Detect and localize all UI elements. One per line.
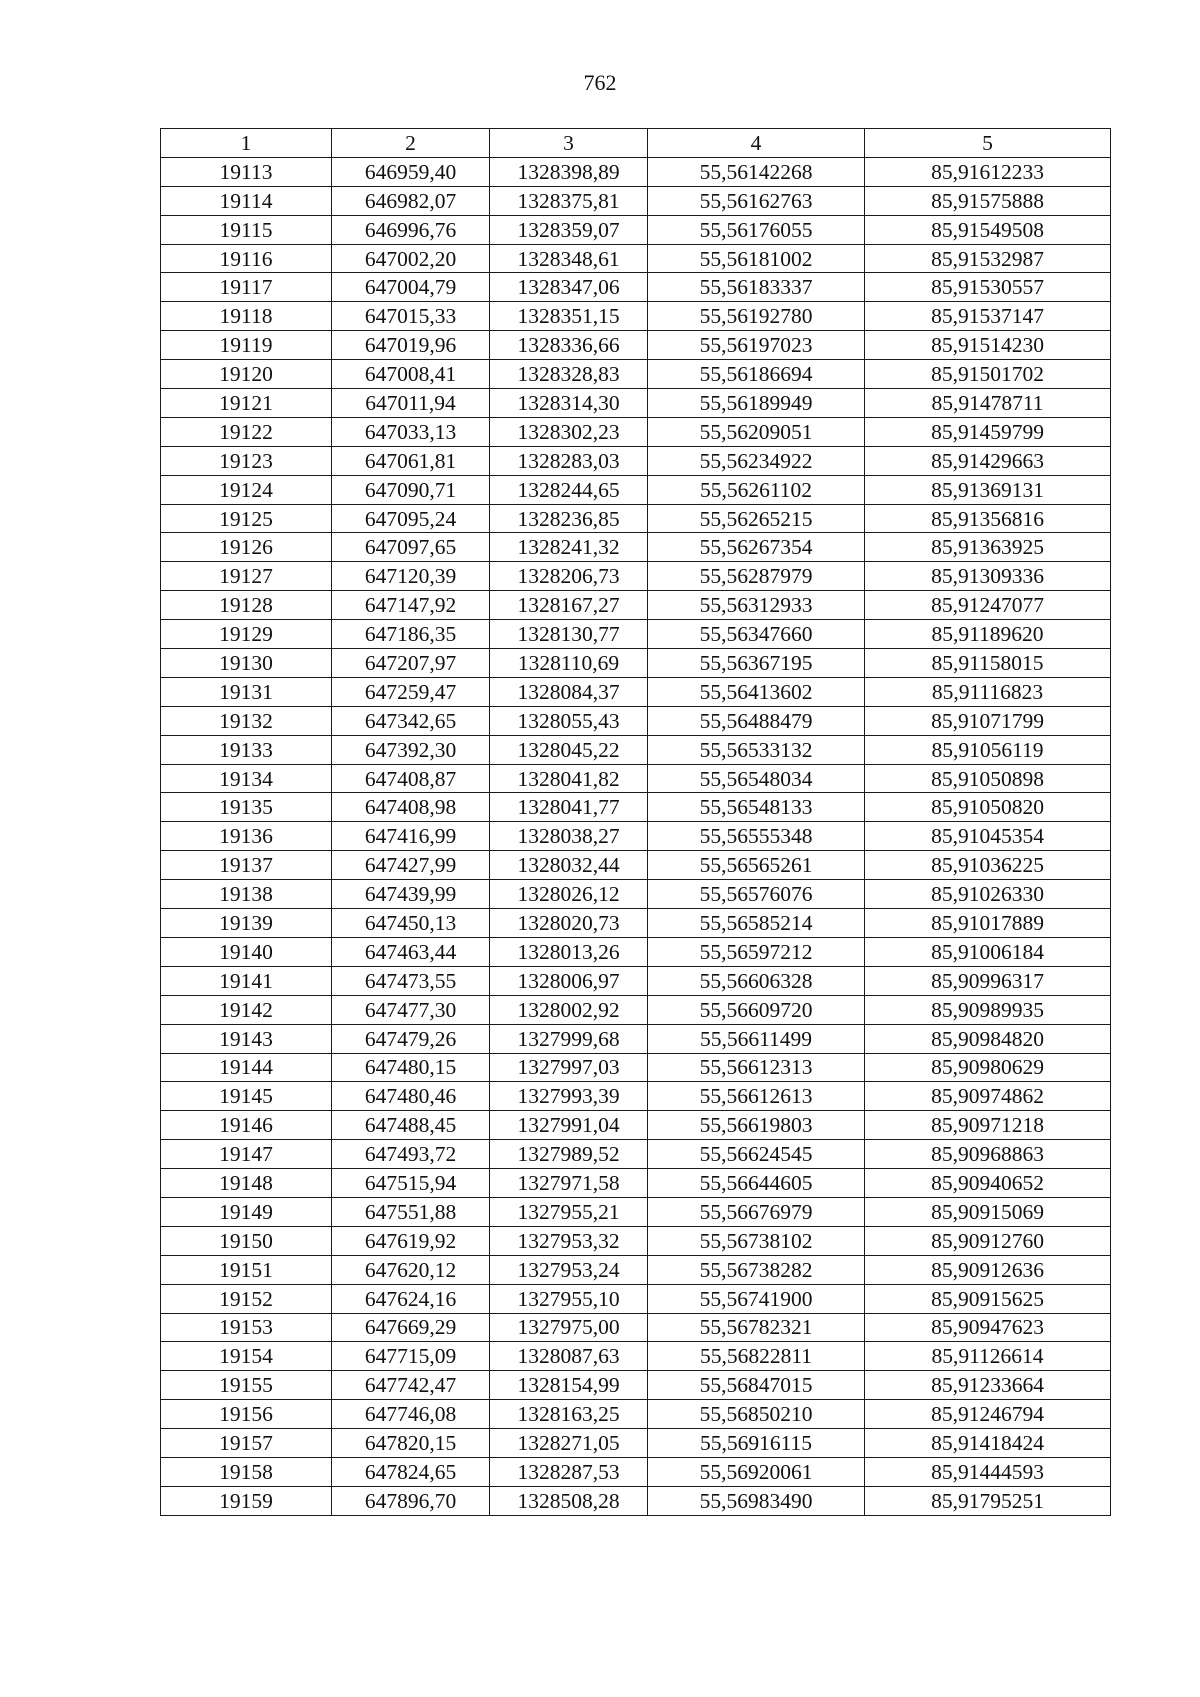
table-row [161,302,1111,331]
table-body [161,157,1111,1515]
table-cell: 19137 [161,851,332,880]
table-cell: 85,91575888 [865,186,1111,215]
table-row [161,620,1111,649]
table-cell: 19155 [161,1371,332,1400]
table-row [161,909,1111,938]
table-cell: 1328314,30 [490,389,648,418]
coordinates-table [160,128,1111,1516]
table-cell: 19138 [161,880,332,909]
table-cell: 1328328,83 [490,360,648,389]
column-header-1: 1 [161,129,332,158]
table-cell: 647427,99 [332,851,490,880]
table-cell: 55,56162763 [648,186,865,215]
table-cell: 19131 [161,677,332,706]
table-cell: 85,91795251 [865,1486,1111,1515]
table-cell: 19144 [161,1053,332,1082]
table-cell: 19134 [161,764,332,793]
table-cell: 85,91247077 [865,591,1111,620]
table-cell: 1327975,00 [490,1313,648,1342]
table-cell: 55,56209051 [648,417,865,446]
table-cell: 647004,79 [332,273,490,302]
table-cell: 1328167,27 [490,591,648,620]
table-cell: 647002,20 [332,244,490,273]
table-cell: 55,56261102 [648,475,865,504]
table-cell: 55,56186694 [648,360,865,389]
table-cell: 85,91309336 [865,562,1111,591]
table-cell: 1328032,44 [490,851,648,880]
table-cell: 55,56142268 [648,157,865,186]
table-cell: 85,90947623 [865,1313,1111,1342]
table-cell: 85,91459799 [865,417,1111,446]
table-cell: 647033,13 [332,417,490,446]
table-row [161,1486,1111,1515]
table-cell: 1328006,97 [490,966,648,995]
table-row [161,1371,1111,1400]
table-cell: 55,56983490 [648,1486,865,1515]
table-cell: 19114 [161,186,332,215]
table-cell: 647019,96 [332,331,490,360]
table-cell: 55,56606328 [648,966,865,995]
table-cell: 647742,47 [332,1371,490,1400]
table-cell: 19153 [161,1313,332,1342]
table-cell: 19113 [161,157,332,186]
table-cell: 647746,08 [332,1400,490,1429]
table-cell: 19116 [161,244,332,273]
table-cell: 55,56234922 [648,446,865,475]
table-row [161,677,1111,706]
table-cell: 55,56611499 [648,1024,865,1053]
table-cell: 19136 [161,822,332,851]
table-cell: 85,91246794 [865,1400,1111,1429]
table-cell: 85,91478711 [865,389,1111,418]
table-cell: 1328398,89 [490,157,648,186]
table-cell: 85,91189620 [865,620,1111,649]
table-cell: 1328026,12 [490,880,648,909]
table-cell: 55,56822811 [648,1342,865,1371]
table-row [161,1053,1111,1082]
table-cell: 647551,88 [332,1197,490,1226]
table-cell: 55,56585214 [648,909,865,938]
table-cell: 647186,35 [332,620,490,649]
table-cell: 55,56548133 [648,793,865,822]
table-cell: 19127 [161,562,332,591]
table-cell: 55,56612613 [648,1082,865,1111]
table-cell: 55,56555348 [648,822,865,851]
table-cell: 85,91036225 [865,851,1111,880]
table-cell: 55,56197023 [648,331,865,360]
table-cell: 1328045,22 [490,735,648,764]
table-cell: 85,91363925 [865,533,1111,562]
table-cell: 1328241,32 [490,533,648,562]
table-row [161,1140,1111,1169]
table-cell: 647515,94 [332,1169,490,1198]
table-cell: 19142 [161,995,332,1024]
table-row [161,1169,1111,1198]
table-cell: 647207,97 [332,649,490,678]
table-cell: 19135 [161,793,332,822]
header-row [161,129,1111,158]
table-cell: 19119 [161,331,332,360]
table-cell: 85,91006184 [865,937,1111,966]
table-cell: 19143 [161,1024,332,1053]
table-cell: 85,90974862 [865,1082,1111,1111]
table-cell: 19125 [161,504,332,533]
column-header-3: 3 [490,129,648,158]
table-cell: 647342,65 [332,706,490,735]
table-cell: 1328271,05 [490,1429,648,1458]
table-cell: 1328154,99 [490,1371,648,1400]
table-cell: 85,90915069 [865,1197,1111,1226]
table-cell: 19126 [161,533,332,562]
table-cell: 85,91514230 [865,331,1111,360]
table-cell: 85,91050820 [865,793,1111,822]
table-cell: 1328013,26 [490,937,648,966]
table-cell: 1327953,32 [490,1226,648,1255]
table-cell: 19118 [161,302,332,331]
table-cell: 647120,39 [332,562,490,591]
table-cell: 19148 [161,1169,332,1198]
table-cell: 55,56183337 [648,273,865,302]
table-row [161,735,1111,764]
table-cell: 19130 [161,649,332,678]
table-cell: 55,56548034 [648,764,865,793]
table-cell: 1328084,37 [490,677,648,706]
table-row [161,1313,1111,1342]
table-row [161,1111,1111,1140]
table-cell: 55,56624545 [648,1140,865,1169]
table-cell: 85,91071799 [865,706,1111,735]
table-cell: 55,56920061 [648,1457,865,1486]
column-header-5: 5 [865,129,1111,158]
table-cell: 55,56413602 [648,677,865,706]
table-row [161,157,1111,186]
table-cell: 19140 [161,937,332,966]
table-cell: 1328020,73 [490,909,648,938]
table-cell: 85,91126614 [865,1342,1111,1371]
table-cell: 85,91532987 [865,244,1111,273]
table-cell: 55,56612313 [648,1053,865,1082]
table-cell: 647408,98 [332,793,490,822]
table-row [161,1082,1111,1111]
table-cell: 647619,92 [332,1226,490,1255]
table-cell: 647015,33 [332,302,490,331]
table-row [161,533,1111,562]
table-cell: 19129 [161,620,332,649]
table-row [161,1429,1111,1458]
table-cell: 85,90912760 [865,1226,1111,1255]
table-cell: 1328375,81 [490,186,648,215]
table-row [161,1342,1111,1371]
table-cell: 1328206,73 [490,562,648,591]
table-cell: 1328244,65 [490,475,648,504]
table-cell: 55,56565261 [648,851,865,880]
table-cell: 1328130,77 [490,620,648,649]
table-cell: 55,56916115 [648,1429,865,1458]
table-cell: 85,90912636 [865,1255,1111,1284]
table-cell: 1328041,82 [490,764,648,793]
table-cell: 19159 [161,1486,332,1515]
table-row [161,273,1111,302]
table-cell: 19149 [161,1197,332,1226]
table-cell: 19145 [161,1082,332,1111]
table-cell: 1328347,06 [490,273,648,302]
table-row [161,591,1111,620]
table-cell: 1327953,24 [490,1255,648,1284]
table-cell: 55,56347660 [648,620,865,649]
table-cell: 647416,99 [332,822,490,851]
table-cell: 55,56267354 [648,533,865,562]
table-cell: 647824,65 [332,1457,490,1486]
table-row [161,1197,1111,1226]
table-cell: 55,56488479 [648,706,865,735]
table-cell: 647624,16 [332,1284,490,1313]
table-cell: 85,91530557 [865,273,1111,302]
table-row [161,822,1111,851]
table-row [161,1284,1111,1313]
table-cell: 85,91444593 [865,1457,1111,1486]
table-row [161,1457,1111,1486]
table-cell: 647493,72 [332,1140,490,1169]
table-cell: 647090,71 [332,475,490,504]
table-cell: 19147 [161,1140,332,1169]
table-cell: 1328359,07 [490,215,648,244]
table-cell: 55,56644605 [648,1169,865,1198]
table-cell: 19146 [161,1111,332,1140]
table-cell: 85,91356816 [865,504,1111,533]
table-cell: 1328041,77 [490,793,648,822]
table-cell: 19120 [161,360,332,389]
page-number: 762 [583,70,617,95]
table-cell: 647463,44 [332,937,490,966]
table-cell: 19117 [161,273,332,302]
table-cell: 85,91233664 [865,1371,1111,1400]
table-cell: 1327999,68 [490,1024,648,1053]
table-cell: 1327993,39 [490,1082,648,1111]
table-cell: 647477,30 [332,995,490,1024]
table-row [161,1400,1111,1429]
column-header-4: 4 [648,129,865,158]
table-cell: 1327997,03 [490,1053,648,1082]
table-cell: 647008,41 [332,360,490,389]
table-cell: 85,91017889 [865,909,1111,938]
table-cell: 1327955,10 [490,1284,648,1313]
table-row [161,417,1111,446]
table-cell: 85,90984820 [865,1024,1111,1053]
table-row [161,331,1111,360]
table-header [161,129,1111,158]
table-cell: 19158 [161,1457,332,1486]
table-cell: 85,91026330 [865,880,1111,909]
table-cell: 647488,45 [332,1111,490,1140]
table-cell: 1328336,66 [490,331,648,360]
table-cell: 19128 [161,591,332,620]
table-cell: 1328351,15 [490,302,648,331]
table-cell: 19121 [161,389,332,418]
table-cell: 55,56312933 [648,591,865,620]
table-cell: 85,91612233 [865,157,1111,186]
table-cell: 646959,40 [332,157,490,186]
table-row [161,504,1111,533]
table-cell: 55,56533132 [648,735,865,764]
table-cell: 647097,65 [332,533,490,562]
table-row [161,793,1111,822]
table-cell: 647715,09 [332,1342,490,1371]
table-cell: 19152 [161,1284,332,1313]
table-cell: 1328283,03 [490,446,648,475]
table-cell: 19133 [161,735,332,764]
table-row [161,186,1111,215]
table-cell: 19156 [161,1400,332,1429]
table-cell: 647439,99 [332,880,490,909]
table-cell: 1327991,04 [490,1111,648,1140]
table-cell: 19151 [161,1255,332,1284]
table-row [161,937,1111,966]
table-cell: 1327971,58 [490,1169,648,1198]
table-cell: 647669,29 [332,1313,490,1342]
table-cell: 1328055,43 [490,706,648,735]
table-cell: 647095,24 [332,504,490,533]
table-cell: 85,90996317 [865,966,1111,995]
table-cell: 646982,07 [332,186,490,215]
table-row [161,880,1111,909]
table-cell: 1328287,53 [490,1457,648,1486]
table-cell: 55,56738102 [648,1226,865,1255]
table-cell: 85,91537147 [865,302,1111,331]
table-cell: 647480,46 [332,1082,490,1111]
table-row [161,851,1111,880]
table-cell: 55,56676979 [648,1197,865,1226]
table-row [161,1255,1111,1284]
table-row [161,215,1111,244]
table-cell: 19132 [161,706,332,735]
table-cell: 19150 [161,1226,332,1255]
table-cell: 55,56609720 [648,995,865,1024]
table-cell: 1327989,52 [490,1140,648,1169]
table-cell: 1328110,69 [490,649,648,678]
table-cell: 647473,55 [332,966,490,995]
table-cell: 85,91418424 [865,1429,1111,1458]
table-cell: 85,91369131 [865,475,1111,504]
table-cell: 19123 [161,446,332,475]
table-cell: 19154 [161,1342,332,1371]
table-cell: 55,56265215 [648,504,865,533]
table-row [161,446,1111,475]
table-row [161,706,1111,735]
table-row [161,244,1111,273]
table-cell: 647147,92 [332,591,490,620]
table-cell: 85,91429663 [865,446,1111,475]
table-row [161,360,1111,389]
table-cell: 85,90968863 [865,1140,1111,1169]
table-cell: 647061,81 [332,446,490,475]
table-cell: 55,56850210 [648,1400,865,1429]
table-cell: 647896,70 [332,1486,490,1515]
table-cell: 55,56847015 [648,1371,865,1400]
table-cell: 85,91050898 [865,764,1111,793]
table-cell: 85,91549508 [865,215,1111,244]
table-row [161,389,1111,418]
table-cell: 85,91116823 [865,677,1111,706]
table-cell: 1328302,23 [490,417,648,446]
table-cell: 1328002,92 [490,995,648,1024]
table-cell: 85,91158015 [865,649,1111,678]
table-cell: 19122 [161,417,332,446]
table-cell: 647450,13 [332,909,490,938]
table-cell: 55,56619803 [648,1111,865,1140]
table-cell: 1328348,61 [490,244,648,273]
table-cell: 19139 [161,909,332,938]
table-row [161,1024,1111,1053]
table-cell: 647479,26 [332,1024,490,1053]
column-header-2: 2 [332,129,490,158]
table-cell: 55,56367195 [648,649,865,678]
table-cell: 55,56741900 [648,1284,865,1313]
table-cell: 646996,76 [332,215,490,244]
table-row [161,475,1111,504]
table-row [161,966,1111,995]
table-cell: 85,91501702 [865,360,1111,389]
table-cell: 55,56192780 [648,302,865,331]
table-cell: 647259,47 [332,677,490,706]
table-row [161,649,1111,678]
table-cell: 85,90940652 [865,1169,1111,1198]
table-cell: 647408,87 [332,764,490,793]
table-cell: 55,56176055 [648,215,865,244]
table-cell: 19157 [161,1429,332,1458]
table-cell: 647011,94 [332,389,490,418]
table-cell: 85,91056119 [865,735,1111,764]
table-cell: 1328163,25 [490,1400,648,1429]
table-cell: 85,90971218 [865,1111,1111,1140]
table-cell: 55,56576076 [648,880,865,909]
table-row [161,764,1111,793]
table-row [161,995,1111,1024]
table-cell: 55,56597212 [648,937,865,966]
table-cell: 55,56181002 [648,244,865,273]
table-cell: 647820,15 [332,1429,490,1458]
table-cell: 55,56782321 [648,1313,865,1342]
table-cell: 19124 [161,475,332,504]
table-cell: 1328236,85 [490,504,648,533]
table-cell: 1328038,27 [490,822,648,851]
table-cell: 19141 [161,966,332,995]
table-cell: 1328508,28 [490,1486,648,1515]
table-cell: 85,90915625 [865,1284,1111,1313]
table-cell: 55,56738282 [648,1255,865,1284]
table-cell: 1327955,21 [490,1197,648,1226]
table-cell: 1328087,63 [490,1342,648,1371]
table-cell: 19115 [161,215,332,244]
table-cell: 85,90989935 [865,995,1111,1024]
table-row [161,1226,1111,1255]
table-cell: 647480,15 [332,1053,490,1082]
table-cell: 647620,12 [332,1255,490,1284]
table-row [161,562,1111,591]
table-cell: 647392,30 [332,735,490,764]
table-cell: 85,91045354 [865,822,1111,851]
table-cell: 85,90980629 [865,1053,1111,1082]
table-cell: 55,56287979 [648,562,865,591]
table-cell: 55,56189949 [648,389,865,418]
